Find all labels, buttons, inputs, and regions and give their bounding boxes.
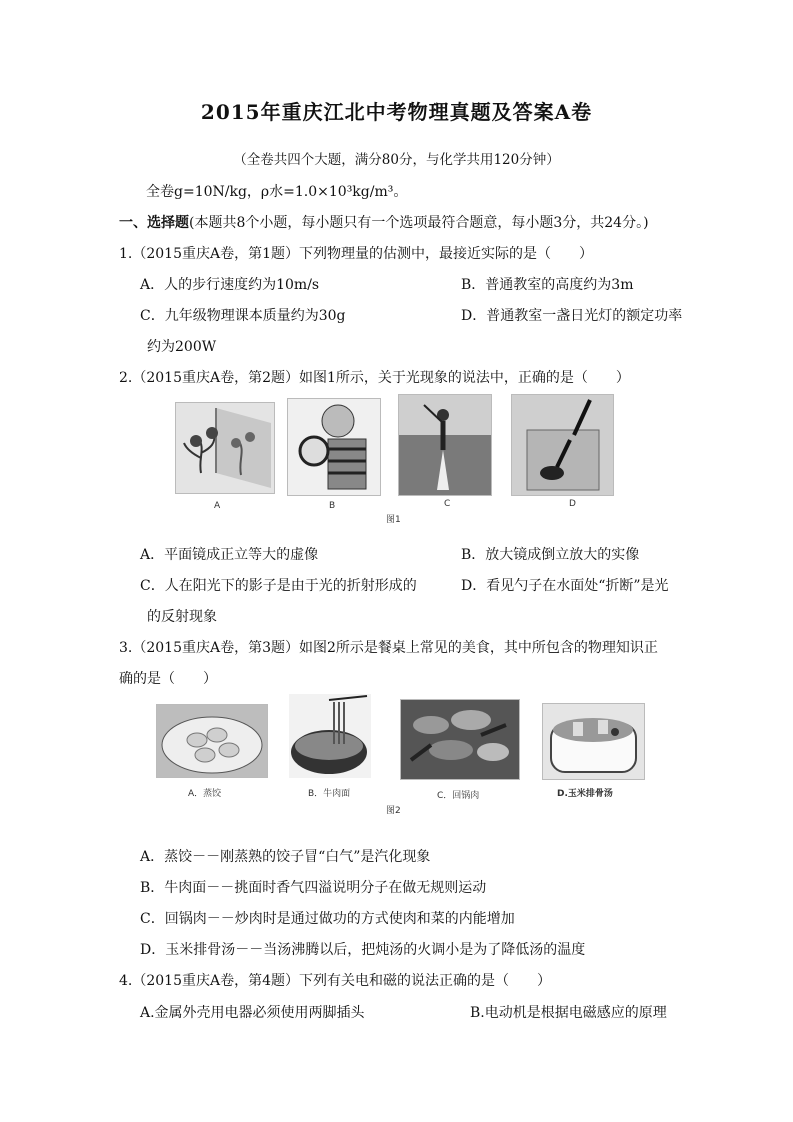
q1-option-a: A．人的步行速度约为10m/s [140,277,320,293]
figure-1-image-b [287,398,381,496]
figure-1-label-d: D [569,499,576,509]
mirror-plant-icon [176,403,274,493]
figure-1-caption: 图1 [386,515,401,525]
q2-option-a: A．平面镜成正立等大的虚像 [140,547,319,563]
q2-option-b: B．放大镜成倒立放大的实像 [461,547,640,563]
magnifier-boy-icon [288,399,380,495]
figure-2-image-b [289,694,371,778]
q3-stem: 3.（2015重庆A卷，第3题）如图2所示是餐桌上常见的美食，其中所包含的物理知识正 [119,640,658,656]
q4-option-a: A.金属外壳用电器必须使用两脚插头 [140,1005,365,1021]
steamed-dumplings-icon [157,705,267,777]
q1-option-d-cont: 约为200W [147,339,217,355]
q3-option-a: A．蒸饺－－刚蒸熟的饺子冒“白气”是汽化现象 [140,849,431,865]
figure-1-label-a: A [214,501,221,511]
beef-noodles-icon [289,694,371,778]
figure-1-image-d [511,394,614,496]
q3-option-b: B．牛肉面－－挑面时香气四溢说明分子在做无规则运动 [140,880,487,896]
section-heading [119,212,649,232]
q3-stem-cont: 确的是（ ） [119,671,217,687]
q3-option-c: C．回锅肉－－炒肉时是通过做功的方式使肉和菜的内能增加 [140,911,515,927]
q1-option-c: C．九年级物理课本质量约为30g [140,308,346,324]
constants-line: 全卷g=10N/kg，ρ水=1.0×10³kg/m³。 [146,184,408,200]
figure-2-image-c [400,699,520,780]
figure-2-image-d [542,703,645,780]
q2-stem: 2.（2015重庆A卷，第2题）如图1所示，关于光现象的说法中，正确的是（ ） [119,370,630,386]
q2-option-d-cont: 的反射现象 [147,609,217,625]
q3-option-d: D．玉米排骨汤－－当汤沸腾以后，把炖汤的火调小是为了降低汤的温度 [140,942,586,958]
golfer-shadow-icon [399,395,491,495]
q1-stem: 1.（2015重庆A卷，第1题）下列物理量的估测中，最接近实际的是（ ） [119,246,594,262]
page-title: 2015年重庆江北中考物理真题及答案A卷 [200,100,593,124]
figure-2-image-a [156,704,268,778]
q1-option-b: B．普通教室的高度约为3m [461,277,634,293]
exam-note: （全卷共四个大题，满分80分，与化学共用120分钟） [233,152,560,168]
figure-2-label-a: A．蒸饺 [188,789,222,799]
q2-option-d: D．看见勺子在水面处“折断”是光 [461,578,669,594]
figure-1-label-b: B [329,501,336,511]
section-title: 一、选择题 [119,215,189,231]
q1-option-d: D．普通教室一盏日光灯的额定功率 [461,308,683,324]
figure-2-label-c: C．回锅肉 [437,791,480,801]
twice-cooked-pork-icon [401,700,519,779]
figure-2-caption: 图2 [386,806,401,816]
figure-2-label-b: B．牛肉面 [308,789,351,799]
q2-option-c: C．人在阳光下的影子是由于光的折射形成的 [140,578,417,594]
q4-stem: 4.（2015重庆A卷，第4题）下列有关电和磁的说法正确的是（ ） [119,973,552,989]
spoon-in-water-icon [512,395,613,495]
figure-1-label-c: C [444,499,451,509]
q4-option-b: B.电动机是根据电磁感应的原理 [470,1005,667,1021]
section-description: (本题共8个小题，每小题只有一个选项最符合题意，每小题3分，共24分。) [189,215,649,231]
corn-rib-soup-icon [543,704,644,779]
figure-1-image-c [398,394,492,496]
figure-1-image-a [175,402,275,494]
figure-2-label-d: D.玉米排骨汤 [557,789,613,799]
